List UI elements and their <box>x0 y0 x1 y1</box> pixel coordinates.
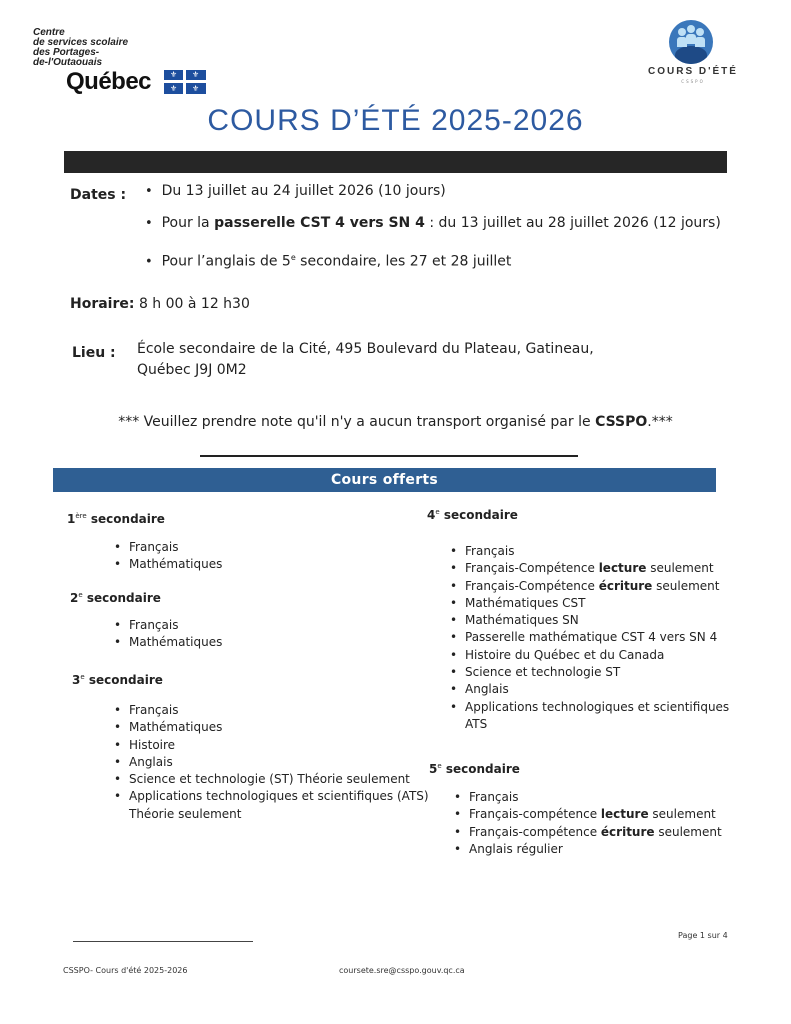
list-item: • Applications technologiques et scientifiques <box>450 699 729 716</box>
org-name <box>33 28 173 68</box>
section-divider <box>200 455 578 457</box>
horaire-label: Horaire: <box>70 296 135 312</box>
list-item: • Anglais régulier <box>454 841 722 858</box>
horaire-row <box>70 296 250 312</box>
org-line: de-l'Outaouais <box>33 57 103 68</box>
quebec-flag-icon: ⚜ ⚜ ⚜ ⚜ <box>164 70 206 94</box>
bullet-icon: • <box>145 184 153 199</box>
list-item: • Mathématiques SN <box>450 612 729 629</box>
list-item: • Anglais <box>450 681 729 698</box>
sec5-heading: 5e secondaire <box>429 762 520 776</box>
dates-item-1: • Du 13 juillet au 24 juillet 2026 (10 jours) <box>145 183 446 199</box>
bullet-icon: • <box>145 254 153 270</box>
footer-email: coursete.sre@csspo.gouv.qc.ca <box>339 966 465 975</box>
sec1-list <box>114 539 222 574</box>
page-title: COURS D’ÉTÉ 2025-2026 <box>207 104 584 137</box>
horaire-value: 8 h 00 à 12 h30 <box>138 296 250 312</box>
sec2-list <box>114 617 222 652</box>
sec4-item-continued: ATS <box>465 717 488 731</box>
list-item: • Français <box>450 543 729 560</box>
quebec-wordmark: Québec <box>66 68 152 95</box>
list-item: • Français <box>454 789 722 806</box>
list-item: • Mathématiques <box>114 719 429 736</box>
list-item: • Français-Compétence lecture seulement <box>450 560 729 577</box>
list-item: • Français <box>114 617 222 634</box>
sec5-list <box>454 789 722 858</box>
list-item: • Passerelle mathématique CST 4 vers SN 4 <box>450 629 729 646</box>
logo-subtext: CSSPO <box>681 79 705 84</box>
list-item: • Applications technologiques et scientifiques (ATS) <box>114 788 429 805</box>
transport-note: *** Veuillez prendre note qu'il n'y a aucun transport organisé par le CSSPO.*** <box>118 414 673 430</box>
logo-text: COURS D'ÉTÉ <box>648 66 738 77</box>
page-number: Page 1 sur 4 <box>678 931 728 940</box>
org-line: de services scolaire <box>33 37 129 48</box>
sec4-heading: 4e secondaire <box>427 508 518 522</box>
list-item: • Mathématiques CST <box>450 595 729 612</box>
list-item: • Français-Compétence écriture seulement <box>450 578 729 595</box>
dates-label: Dates : <box>70 187 127 203</box>
list-item: • Français-compétence écriture seulement <box>454 824 722 841</box>
sec4-list <box>450 543 729 716</box>
sec3-item-continued: Théorie seulement <box>129 807 242 821</box>
dates-item-3: • Pour l’anglais de 5e secondaire, les 27 et 28 juillet <box>145 253 512 270</box>
sec3-heading: 3e secondaire <box>72 673 163 687</box>
list-item: • Français-compétence lecture seulement <box>454 806 722 823</box>
list-item: • Français <box>114 539 222 556</box>
sec2-heading: 2e secondaire <box>70 591 161 605</box>
lieu-line-1: École secondaire de la Cité, 495 Boulevard du Plateau, Gatineau, <box>137 341 594 357</box>
bullet-icon: • <box>145 216 153 231</box>
cours-ete-logo-icon <box>669 20 713 64</box>
footer-left: CSSPO- Cours d'été 2025-2026 <box>63 966 188 975</box>
org-line: Centre <box>33 27 65 38</box>
list-item: • Science et technologie ST <box>450 664 729 681</box>
list-item: • Mathématiques <box>114 556 222 573</box>
list-item: • Mathématiques <box>114 634 222 651</box>
lieu-line-2: Québec J9J 0M2 <box>137 362 247 378</box>
list-item: • Anglais <box>114 754 429 771</box>
list-item: • Français <box>114 702 429 719</box>
list-item: • Histoire du Québec et du Canada <box>450 647 729 664</box>
cours-offerts-header: Cours offerts <box>53 468 716 492</box>
title-divider-bar <box>64 151 727 173</box>
sec1-heading: 1ère secondaire <box>67 512 165 526</box>
lieu-label: Lieu : <box>72 345 116 361</box>
dates-item-2: • Pour la passerelle CST 4 vers SN 4 : du 13 juillet au 28 juillet 2026 (12 jours) <box>145 215 721 231</box>
footer-rule <box>73 941 253 942</box>
list-item: • Science et technologie (ST) Théorie seulement <box>114 771 429 788</box>
org-line: des Portages- <box>33 47 100 58</box>
list-item: • Histoire <box>114 737 429 754</box>
sec3-list <box>114 702 429 806</box>
